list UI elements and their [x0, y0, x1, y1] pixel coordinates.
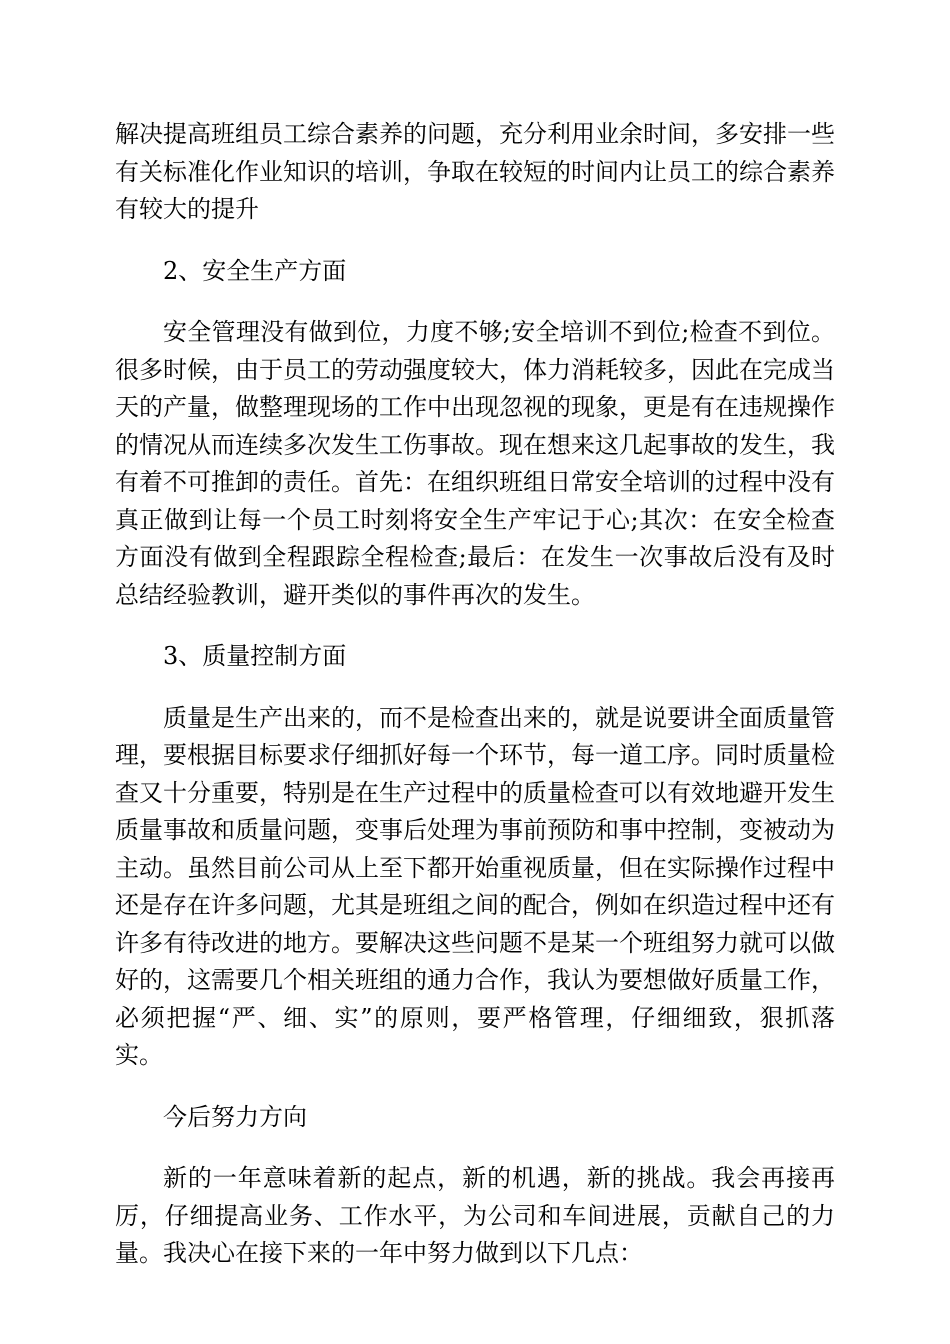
section-heading-safety-production: 2、安全生产方面: [163, 256, 347, 285]
section-heading-quality-control: 3、质量控制方面: [163, 642, 347, 670]
paragraph-quality-control: 质量是生产出来的，而不是检查出来的，就是说要讲全面质量管理，要根据目标要求仔细抓好每一个环节，每一道工序。同时质量检查又十分重要，特别是在生产过程中的质量检查可以有效地避开发生质量事故和质量问题，变事后处理为事前预防和事中控制，变被动为主动。虽然目前公司从上至下都开始重视质量，但在实际操作过程中还是存在许多问题，尤其是班组之间的配合，例如在织造过程中还有许多有待改进的地方。要解决这些问题不是某一个班组努力就可以做好的，这需要几个相关班组的通力合作，我认为要想做好质量工作，必须把握“严、细、实”的原则，要严格管理，仔细细致，狠抓落实。: [115, 703, 835, 1069]
section-heading-future-direction: 今后努力方向: [163, 1102, 307, 1131]
paragraph-future-direction: 新的一年意味着新的起点，新的机遇，新的挑战。我会再接再厉，仔细提高业务、工作水平，为公司和车间进展，贡献自己的力量。我决心在接下来的一年中努力做到以下几点：: [115, 1164, 835, 1267]
paragraph-safety-production: 安全管理没有做到位，力度不够;安全培训不到位;检查不到位。很多时候，由于员工的劳动强度较大，体力消耗较多，因此在完成当天的产量，做整理现场的工作中出现忽视的现象，更是有在违规操作的情况从而连续多次发生工伤事故。现在想来这几起事故的发生，我有着不可推卸的责任。首先：在组织班组日常安全培训的过程中没有真正做到让每一个员工时刻将安全生产牢记于心;其次：在安全检查方面没有做到全程跟踪全程检查;最后：在发生一次事故后没有及时总结经验教训，避开类似的事件再次的发生。: [115, 318, 835, 609]
paragraph-continuation: 解决提高班组员工综合素养的问题，充分利用业余时间，多安排一些有关标准化作业知识的培训，争取在较短的时间内让员工的综合素养有较大的提升: [115, 120, 835, 223]
document-body: [115, 116, 835, 1273]
